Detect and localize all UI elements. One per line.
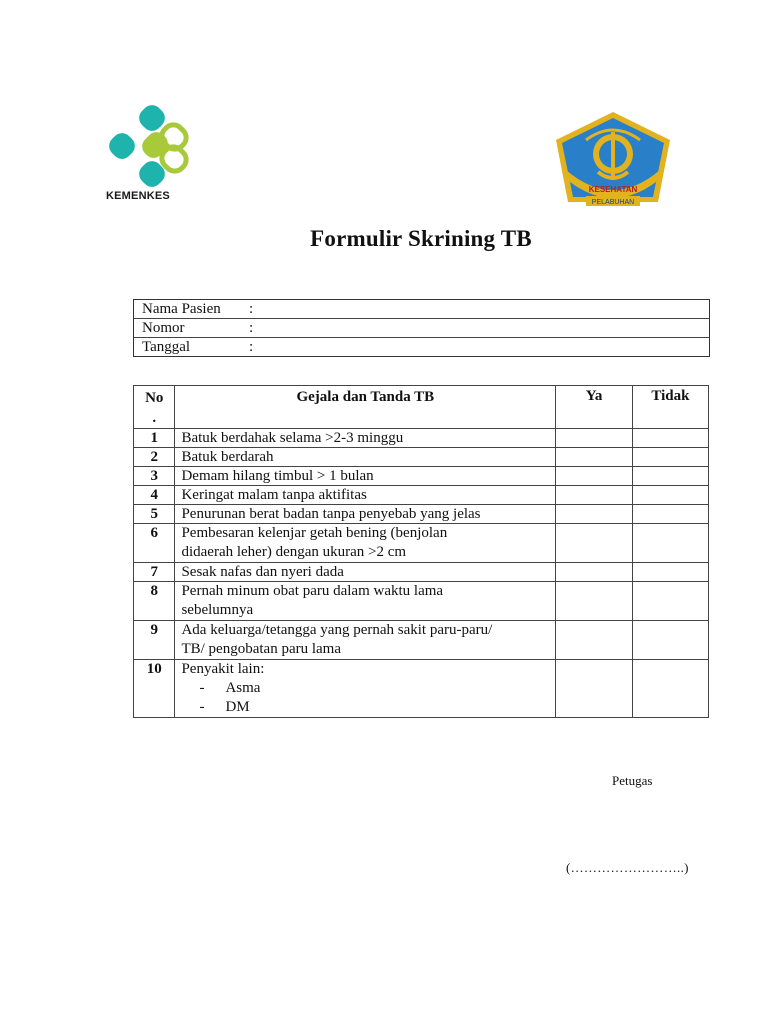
table-row xyxy=(134,429,709,448)
ya-cell[interactable] xyxy=(556,582,633,621)
row-symptom xyxy=(175,582,556,621)
ya-cell[interactable] xyxy=(556,467,633,486)
row-symptom: Batuk berdarah xyxy=(175,448,556,467)
kemenkes-logo xyxy=(104,104,204,204)
field-separator: : xyxy=(249,300,254,317)
row-symptom-line: Pernah minum obat paru dalam waktu lama xyxy=(181,583,444,599)
row-number: 8 xyxy=(134,582,175,621)
field-tanggal xyxy=(134,338,709,356)
row-number: 2 xyxy=(134,448,175,467)
row-symptom-line: Ada keluarga/tetangga yang pernah sakit paru-paru/ xyxy=(181,622,493,638)
row-symptom: Batuk berdahak selama >2-3 minggu xyxy=(175,429,556,448)
tidak-cell[interactable] xyxy=(632,448,708,467)
kemenkes-logo-text: KEMENKES xyxy=(106,190,170,202)
kesehatan-pelabuhan-logo xyxy=(552,110,674,214)
tidak-cell[interactable] xyxy=(632,429,708,448)
row-number: 10 xyxy=(134,660,175,718)
field-nomor xyxy=(134,319,709,338)
header-ya: Ya xyxy=(556,386,633,429)
ya-cell[interactable] xyxy=(556,660,633,718)
row-number: 4 xyxy=(134,486,175,505)
ya-cell[interactable] xyxy=(556,448,633,467)
row-symptom-line: TB/ pengobatan paru lama xyxy=(181,641,341,657)
row-symptom xyxy=(175,660,556,718)
row-number: 7 xyxy=(134,563,175,582)
tidak-cell[interactable] xyxy=(632,563,708,582)
field-label: Tanggal xyxy=(142,338,191,355)
tidak-cell[interactable] xyxy=(632,660,708,718)
row-symptom-line: Pembesaran kelenjar getah bening (benjolan xyxy=(181,525,448,541)
table-row xyxy=(134,660,709,718)
header-gejala: Gejala dan Tanda TB xyxy=(175,386,556,429)
table-row xyxy=(134,621,709,660)
table-row xyxy=(134,524,709,563)
ya-cell[interactable] xyxy=(556,505,633,524)
row-symptom-line: didaerah leher) dengan ukuran >2 cm xyxy=(181,544,407,560)
signature-line: (……………………..) xyxy=(566,860,689,875)
table-row xyxy=(134,467,709,486)
header-no: No . xyxy=(134,386,175,429)
row-symptom: Demam hilang timbul > 1 bulan xyxy=(175,467,556,486)
officer-label: Petugas xyxy=(612,773,653,788)
ya-cell[interactable] xyxy=(556,486,633,505)
field-separator: : xyxy=(249,319,254,336)
tidak-cell[interactable] xyxy=(632,467,708,486)
tidak-cell[interactable] xyxy=(632,524,708,563)
screening-table xyxy=(133,385,709,718)
tidak-cell[interactable] xyxy=(632,505,708,524)
row-number: 3 xyxy=(134,467,175,486)
pelabuhan-emblem-icon xyxy=(552,110,674,214)
patient-identity-box xyxy=(133,299,710,357)
tidak-cell[interactable] xyxy=(632,621,708,660)
row-number: 9 xyxy=(134,621,175,660)
sub-item xyxy=(181,679,555,698)
row-symptom xyxy=(175,524,556,563)
row-number: 1 xyxy=(134,429,175,448)
table-row xyxy=(134,486,709,505)
ya-cell[interactable] xyxy=(556,429,633,448)
tidak-cell[interactable] xyxy=(632,582,708,621)
row-symptom-line: sebelumnya xyxy=(181,602,254,618)
field-nama-pasien xyxy=(134,300,709,319)
row-number: 6 xyxy=(134,524,175,563)
table-row xyxy=(134,582,709,621)
sub-text: DM xyxy=(225,699,250,715)
tidak-cell[interactable] xyxy=(632,486,708,505)
row-symptom: Sesak nafas dan nyeri dada xyxy=(175,563,556,582)
row-symptom: Penurunan berat badan tanpa penyebab yang jelas xyxy=(175,505,556,524)
sub-item xyxy=(181,698,555,717)
row-number: 5 xyxy=(134,505,175,524)
sub-dash: - xyxy=(199,699,205,715)
field-separator: : xyxy=(249,338,254,355)
ya-cell[interactable] xyxy=(556,621,633,660)
sub-text: Asma xyxy=(225,680,261,696)
table-row xyxy=(134,505,709,524)
table-row xyxy=(134,563,709,582)
sub-dash: - xyxy=(199,680,205,696)
field-label: Nama Pasien xyxy=(142,300,221,317)
ya-cell[interactable] xyxy=(556,563,633,582)
row-symptom xyxy=(175,621,556,660)
page-title: Formulir Skrining TB xyxy=(310,226,532,251)
field-label: Nomor xyxy=(142,319,185,336)
ya-cell[interactable] xyxy=(556,524,633,563)
kemenkes-emblem-icon xyxy=(104,104,204,188)
table-row xyxy=(134,448,709,467)
svg-text:PELABUHAN: PELABUHAN xyxy=(591,199,635,206)
row-symptom: Keringat malam tanpa aktifitas xyxy=(175,486,556,505)
svg-text:KESEHATAN: KESEHATAN xyxy=(588,185,638,194)
row-symptom-line: Penyakit lain: xyxy=(181,661,265,677)
header-tidak: Tidak xyxy=(632,386,708,429)
table-header-row xyxy=(134,386,709,429)
